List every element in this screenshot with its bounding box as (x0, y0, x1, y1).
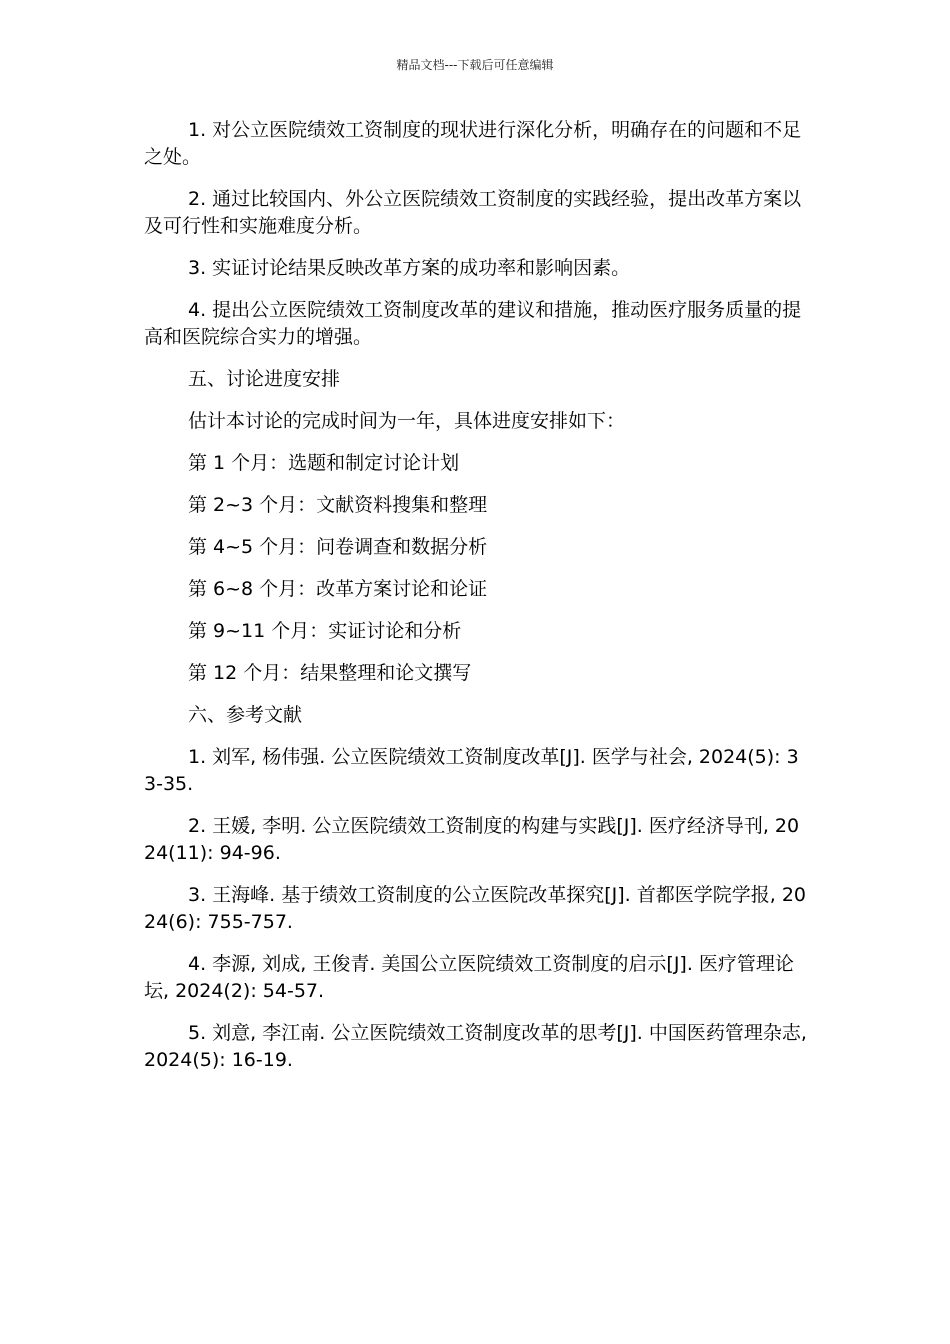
objective-item-1: 1. 对公立医院绩效工资制度的现状进行深化分析，明确存在的问题和不足之处。 (144, 119, 802, 168)
objective-item-3: 3. 实证讨论结果反映改革方案的成功率和影响因素。 (188, 257, 631, 279)
reference-item-1: 1. 刘军, 杨伟强. 公立医院绩效工资制度改革[J]. 医学与社会, 2024(5): 33-35. (144, 746, 799, 795)
schedule-item-1: 第 1 个月：选题和制定讨论计划 (188, 452, 460, 474)
reference-item-3: 3. 王海峰. 基于绩效工资制度的公立医院改革探究[J]. 首都医学院学报, 2024(6): 755-757. (144, 884, 807, 933)
schedule-item-2: 第 2~3 个月：文献资料搜集和整理 (188, 494, 488, 516)
document-body (144, 117, 808, 1089)
schedule-item-5: 第 9~11 个月：实证讨论和分析 (188, 620, 462, 642)
schedule-intro: 估计本讨论的完成时间为一年，具体进度安排如下： (188, 410, 626, 432)
section-heading-schedule: 五、讨论进度安排 (188, 368, 341, 390)
section-heading-references: 六、参考文献 (188, 704, 303, 726)
reference-item-2: 2. 王媛, 李明. 公立医院绩效工资制度的构建与实践[J]. 医疗经济导刊, 2024(11): 94-96. (144, 815, 800, 864)
reference-item-5: 5. 刘意, 李江南. 公立医院绩效工资制度改革的思考[J]. 中国医药管理杂志, 2024(5): 16-19. (144, 1022, 807, 1071)
schedule-item-6: 第 12 个月：结果整理和论文撰写 (188, 662, 472, 684)
schedule-item-4: 第 6~8 个月：改革方案讨论和论证 (188, 578, 488, 600)
schedule-item-3: 第 4~5 个月：问卷调查和数据分析 (188, 536, 488, 558)
reference-item-4: 4. 李源, 刘成, 王俊青. 美国公立医院绩效工资制度的启示[J]. 医疗管理论坛, 2024(2): 54-57. (144, 953, 794, 1002)
objective-item-4: 4. 提出公立医院绩效工资制度改革的建议和措施，推动医疗服务质量的提高和医院综合实力的增强。 (144, 299, 802, 348)
objective-item-2: 2. 通过比较国内、外公立医院绩效工资制度的实践经验，提出改革方案以及可行性和实施难度分析。 (144, 188, 802, 237)
page-header: 精品文档---下载后可任意编辑 (396, 58, 554, 72)
